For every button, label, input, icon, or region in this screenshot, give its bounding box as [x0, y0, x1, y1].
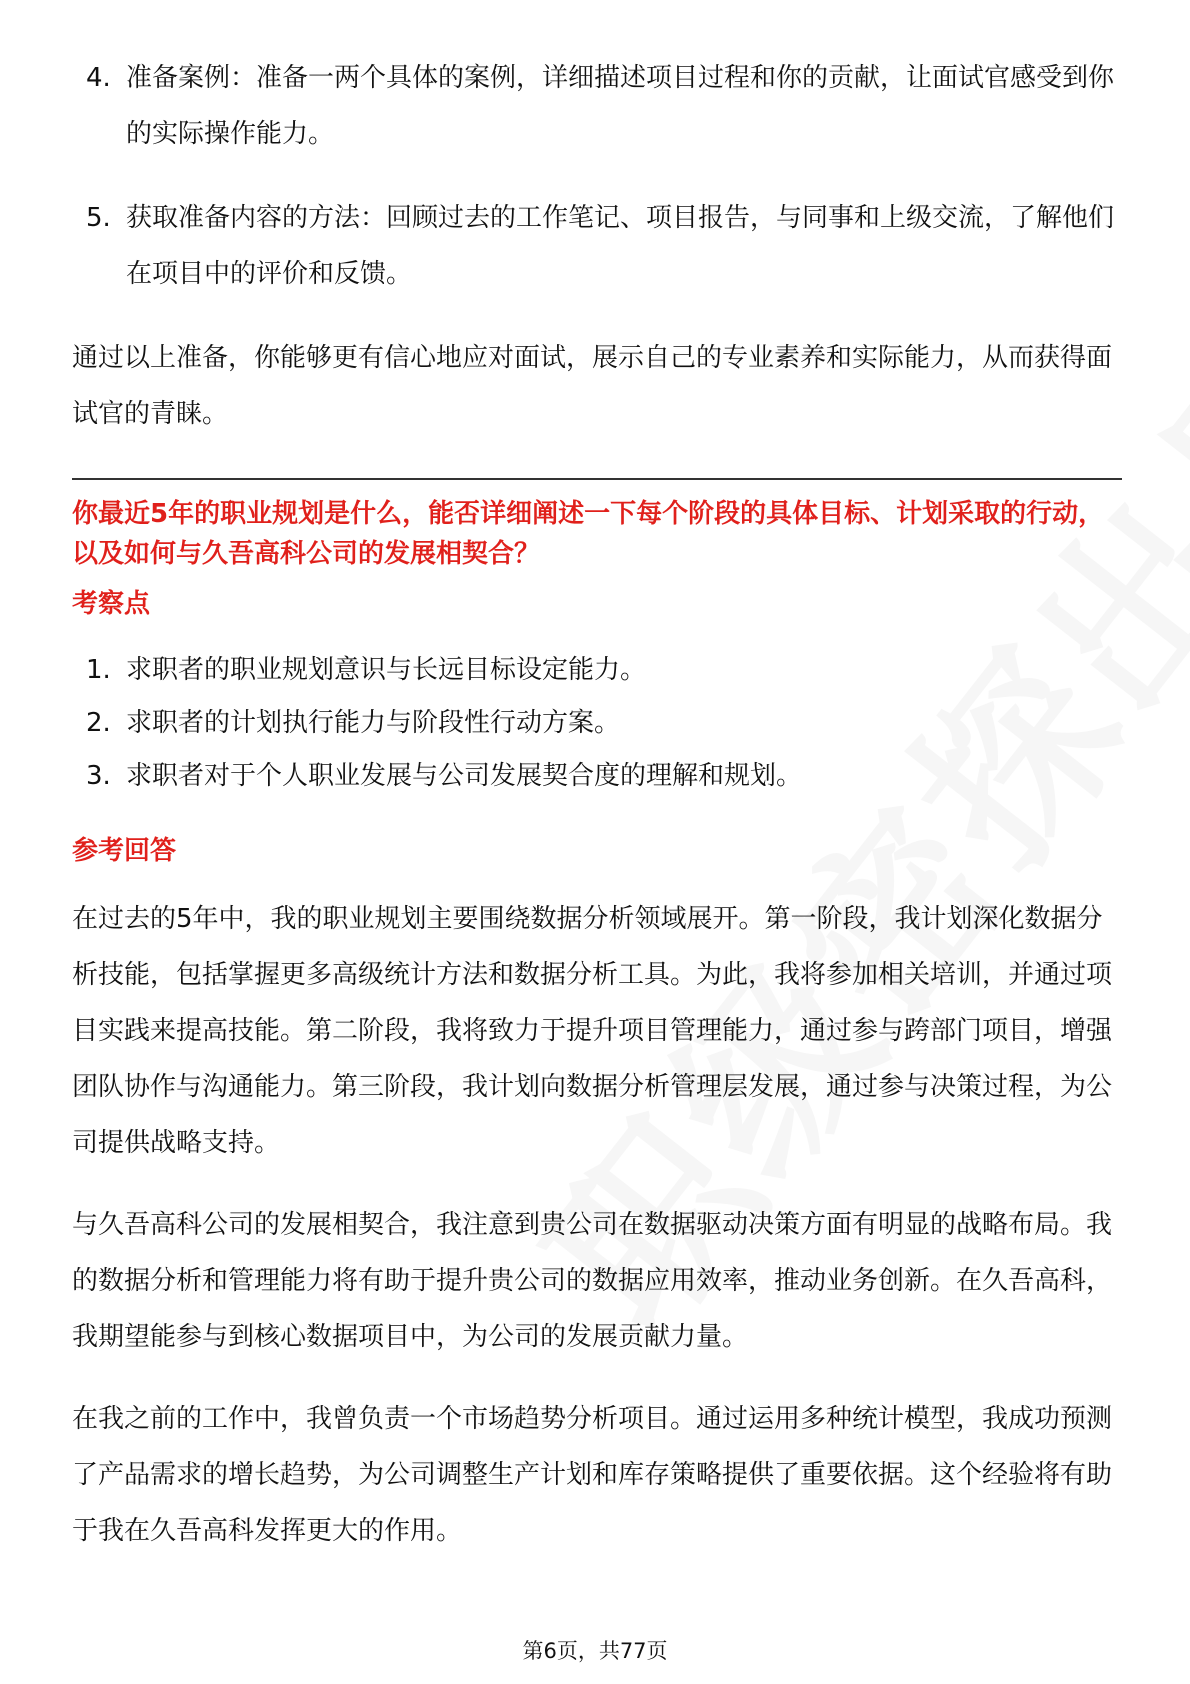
page-footer: 第6页，共77页: [522, 1639, 668, 1663]
list-number: 1.: [86, 655, 111, 685]
answer-paragraph: 与久吾高科公司的发展相契合，我注意到贵公司在数据驱动决策方面有明显的战略布局。我的数据分析和管理能力将有助于提升贵公司的数据应用效率，推动业务创新。在久吾高科，我期望能参与到核心数据项目中，为公司的发展贡献力量。: [72, 1210, 1113, 1352]
list-text: 求职者的职业规划意识与长远目标设定能力。: [126, 655, 647, 685]
list-number: 4.: [86, 63, 111, 93]
section-divider: [72, 478, 1122, 480]
criteria-item: [72, 750, 1122, 803]
list-text: 准备案例：准备一两个具体的案例，详细描述项目过程和你的贡献，让面试官感受到你的实际操作能力。: [126, 63, 1115, 149]
criteria-list: [72, 644, 1122, 803]
conclusion-paragraph: 通过以上准备，你能够更有信心地应对面试，展示自己的专业素养和实际能力，从而获得面试官的青睐。: [72, 343, 1113, 429]
answer-paragraph: 在我之前的工作中，我曾负责一个市场趋势分析项目。通过运用多种统计模型，我成功预测了产品需求的增长趋势，为公司调整生产计划和库存策略提供了重要依据。这个经验将有助于我在久吾高科发挥更大的作用。: [72, 1404, 1113, 1546]
list-text: 求职者对于个人职业发展与公司发展契合度的理解和规划。: [126, 761, 803, 791]
list-text: 获取准备内容的方法：回顾过去的工作笔记、项目报告，与同事和上级交流，了解他们在项目中的评价和反馈。: [126, 203, 1115, 289]
criteria-item: [72, 644, 1122, 697]
page-content: [72, 50, 1122, 1559]
list-item: [72, 50, 1122, 162]
list-number: 5.: [86, 203, 111, 233]
list-item: [72, 190, 1122, 302]
answer-paragraph: 在过去的5年中，我的职业规划主要围绕数据分析领域展开。第一阶段，我计划深化数据分析技能，包括掌握更多高级统计方法和数据分析工具。为此，我将参加相关培训，并通过项目实践来提高技能。第二阶段，我将致力于提升项目管理能力，通过参与跨部门项目，增强团队协作与沟通能力。第三阶段，我计划向数据分析管理层发展，通过参与决策过程，为公司提供战略支持。: [72, 904, 1113, 1158]
criteria-item: [72, 697, 1122, 750]
list-number: 3.: [86, 761, 111, 791]
list-text: 求职者的计划执行能力与阶段性行动方案。: [126, 708, 621, 738]
interview-question: 你最近5年的职业规划是什么，能否详细阐述一下每个阶段的具体目标、计划采取的行动，以及如何与久吾高科公司的发展相契合？: [72, 499, 1105, 569]
answer-heading: 参考回答: [72, 836, 177, 866]
list-number: 2.: [86, 708, 111, 738]
criteria-heading: 考察点: [72, 589, 151, 619]
